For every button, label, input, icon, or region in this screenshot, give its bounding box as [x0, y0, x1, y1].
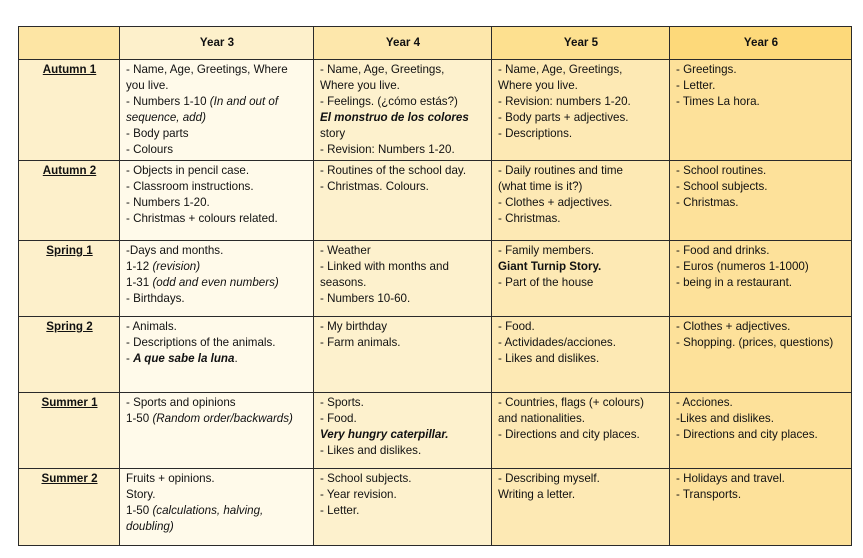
cell-line: - Descriptions.: [498, 127, 573, 140]
cell-line: - Body parts + adjectives.: [498, 111, 629, 124]
cell-line: - Likes and dislikes.: [320, 444, 422, 457]
cell-line: - Linked with months and: [320, 260, 449, 273]
cell-line: - Farm animals.: [320, 336, 401, 349]
cell-text: 1-50: [126, 504, 153, 517]
cell-italic-text: sequence, add): [126, 111, 206, 124]
cell-italic-text: (In and out of: [209, 95, 279, 108]
cell-year-4: [314, 393, 492, 469]
cell-line: - Body parts: [126, 127, 189, 140]
cell-line: - Describing myself.: [498, 472, 600, 485]
cell-line: - Routines of the school day.: [320, 164, 467, 177]
cell-line: - My birthday: [320, 320, 388, 333]
cell-year-6: [670, 393, 852, 469]
cell-year-5: [492, 393, 670, 469]
cell-line: - School routines.: [676, 164, 767, 177]
cell-text: - Numbers 1-10: [126, 95, 210, 108]
story-title: [498, 259, 664, 275]
cell-line: - Countries, flags (+ colours): [498, 396, 644, 409]
cell-year-3: [120, 393, 314, 469]
cell-year-4: [314, 60, 492, 161]
cell-line: - School subjects.: [676, 180, 768, 193]
cell-year-4: [314, 161, 492, 241]
cell-line: Writing a letter.: [498, 488, 576, 501]
cell-line: - Year revision.: [320, 488, 397, 501]
cell-line: - Times La hora.: [676, 95, 760, 108]
cell-italic-text: (calculations, halving,: [152, 504, 264, 517]
cell-year-6: [670, 60, 852, 161]
cell-line: - Holidays and travel.: [676, 472, 785, 485]
cell-line: - Clothes + adjectives.: [676, 320, 791, 333]
header-year-6: Year 6: [670, 27, 852, 60]
cell-text: -: [126, 352, 134, 365]
cell-bold-text: Giant Turnip Story.: [498, 260, 602, 273]
cell-line: - Classroom instructions.: [126, 180, 254, 193]
cell-line: - Christmas. Colours.: [320, 180, 429, 193]
cell-year-4: [314, 241, 492, 317]
header-year-5: Year 5: [492, 27, 670, 60]
cell-line: - Actividades/acciones.: [498, 336, 616, 349]
cell-line: - Food and drinks.: [676, 244, 770, 257]
header-row: [19, 27, 852, 60]
cell-line: - Letter.: [320, 504, 360, 517]
cell-line: seasons.: [320, 276, 367, 289]
term-label: Spring 1: [19, 241, 120, 317]
cell-italic-text: (Random order/backwards): [152, 412, 293, 425]
cell-italic-text: doubling): [126, 520, 174, 533]
cell-line: - Animals.: [126, 320, 177, 333]
story-title: Very hungry caterpillar.: [320, 428, 449, 441]
cell-text: 1-31: [126, 276, 153, 289]
cell-line: - Name, Age, Greetings, Where: [126, 63, 288, 76]
cell-year-3: [120, 469, 314, 546]
table-row: [19, 317, 852, 393]
cell-year-5: [492, 241, 670, 317]
cell-line: - Acciones.: [676, 396, 733, 409]
cell-line: - Greetings.: [676, 63, 737, 76]
cell-year-6: [670, 161, 852, 241]
cell-line: - Food.: [498, 320, 535, 333]
header-year-3: Year 3: [120, 27, 314, 60]
cell-year-3: [120, 161, 314, 241]
cell-line: - being in a restaurant.: [676, 276, 793, 289]
cell-line: - Objects in pencil case.: [126, 164, 250, 177]
cell-line: - Clothes + adjectives.: [498, 196, 613, 209]
cell-line: - Christmas.: [676, 196, 739, 209]
cell-year-4: [314, 469, 492, 546]
corner-cell: [19, 27, 120, 60]
cell-line: [126, 519, 308, 535]
term-label: Spring 2: [19, 317, 120, 393]
cell-year-5: [492, 161, 670, 241]
cell-line: - Revision: numbers 1-20.: [498, 95, 631, 108]
cell-line: - Name, Age, Greetings,: [498, 63, 623, 76]
cell-italic-text: (revision): [152, 260, 201, 273]
cell-line: -Days and months.: [126, 244, 224, 257]
cell-line: - Shopping. (prices, questions): [676, 336, 834, 349]
cell-text: .: [234, 352, 238, 365]
cell-line: -Likes and dislikes.: [676, 412, 774, 425]
cell-italic-text: (odd and even numbers): [152, 276, 279, 289]
cell-line: you live.: [126, 79, 169, 92]
cell-line: - Letter.: [676, 79, 716, 92]
term-label: Autumn 2: [19, 161, 120, 241]
cell-line: - Likes and dislikes.: [498, 352, 600, 365]
cell-year-3: [120, 317, 314, 393]
cell-text: 1-12: [126, 260, 153, 273]
cell-line: Story.: [126, 488, 156, 501]
cell-year-6: [670, 317, 852, 393]
cell-year-3: [120, 60, 314, 161]
story-title: El monstruo de los colores: [320, 111, 469, 124]
story-title: A que sabe la luna: [133, 352, 235, 365]
cell-line: Where you live.: [320, 79, 400, 92]
cell-line: [126, 351, 308, 367]
table-row: [19, 161, 852, 241]
cell-line: - Food.: [320, 412, 357, 425]
term-label: Summer 2: [19, 469, 120, 546]
cell-line: - Transports.: [676, 488, 742, 501]
cell-year-6: [670, 241, 852, 317]
cell-line: - Birthdays.: [126, 292, 185, 305]
cell-line: - Numbers 1-20.: [126, 196, 210, 209]
cell-line: - Numbers 10-60.: [320, 292, 411, 305]
cell-line: - Directions and city places.: [676, 428, 818, 441]
cell-line: story: [320, 127, 346, 140]
cell-line: - Directions and city places.: [498, 428, 640, 441]
curriculum-table: [18, 26, 852, 546]
cell-line: [126, 110, 308, 126]
cell-line: - Sports.: [320, 396, 364, 409]
cell-line: [126, 259, 308, 275]
cell-line: - Daily routines and time: [498, 164, 624, 177]
cell-line: - Part of the house: [498, 276, 594, 289]
cell-line: and nationalities.: [498, 412, 586, 425]
cell-year-5: [492, 469, 670, 546]
cell-year-5: [492, 317, 670, 393]
cell-line: - Family members.: [498, 244, 594, 257]
cell-line: Fruits + opinions.: [126, 472, 215, 485]
cell-line: - Descriptions of the animals.: [126, 336, 276, 349]
table-row: [19, 60, 852, 161]
cell-line: - Weather: [320, 244, 371, 257]
cell-line: [126, 411, 308, 427]
header-year-4: Year 4: [314, 27, 492, 60]
cell-line: - Euros (numeros 1-1000): [676, 260, 809, 273]
cell-year-6: [670, 469, 852, 546]
cell-line: - Name, Age, Greetings,: [320, 63, 445, 76]
cell-line: - Colours: [126, 143, 174, 156]
cell-line: - Revision: Numbers 1-20.: [320, 143, 455, 156]
cell-year-5: [492, 60, 670, 161]
cell-line: [126, 503, 308, 519]
term-label: Autumn 1: [19, 60, 120, 161]
term-label: Summer 1: [19, 393, 120, 469]
cell-text: 1-50: [126, 412, 153, 425]
cell-line: - School subjects.: [320, 472, 412, 485]
table-row: [19, 241, 852, 317]
cell-line: - Sports and opinions: [126, 396, 236, 409]
cell-line: - Christmas.: [498, 212, 561, 225]
cell-line: [126, 275, 308, 291]
cell-line: Where you live.: [498, 79, 578, 92]
table-row: [19, 393, 852, 469]
cell-line: (what time is it?): [498, 180, 583, 193]
cell-line: - Christmas + colours related.: [126, 212, 278, 225]
cell-line: [126, 94, 308, 110]
cell-line: - Feelings. (¿cómo estás?): [320, 95, 458, 108]
cell-year-3: [120, 241, 314, 317]
cell-year-4: [314, 317, 492, 393]
table-row: [19, 469, 852, 546]
